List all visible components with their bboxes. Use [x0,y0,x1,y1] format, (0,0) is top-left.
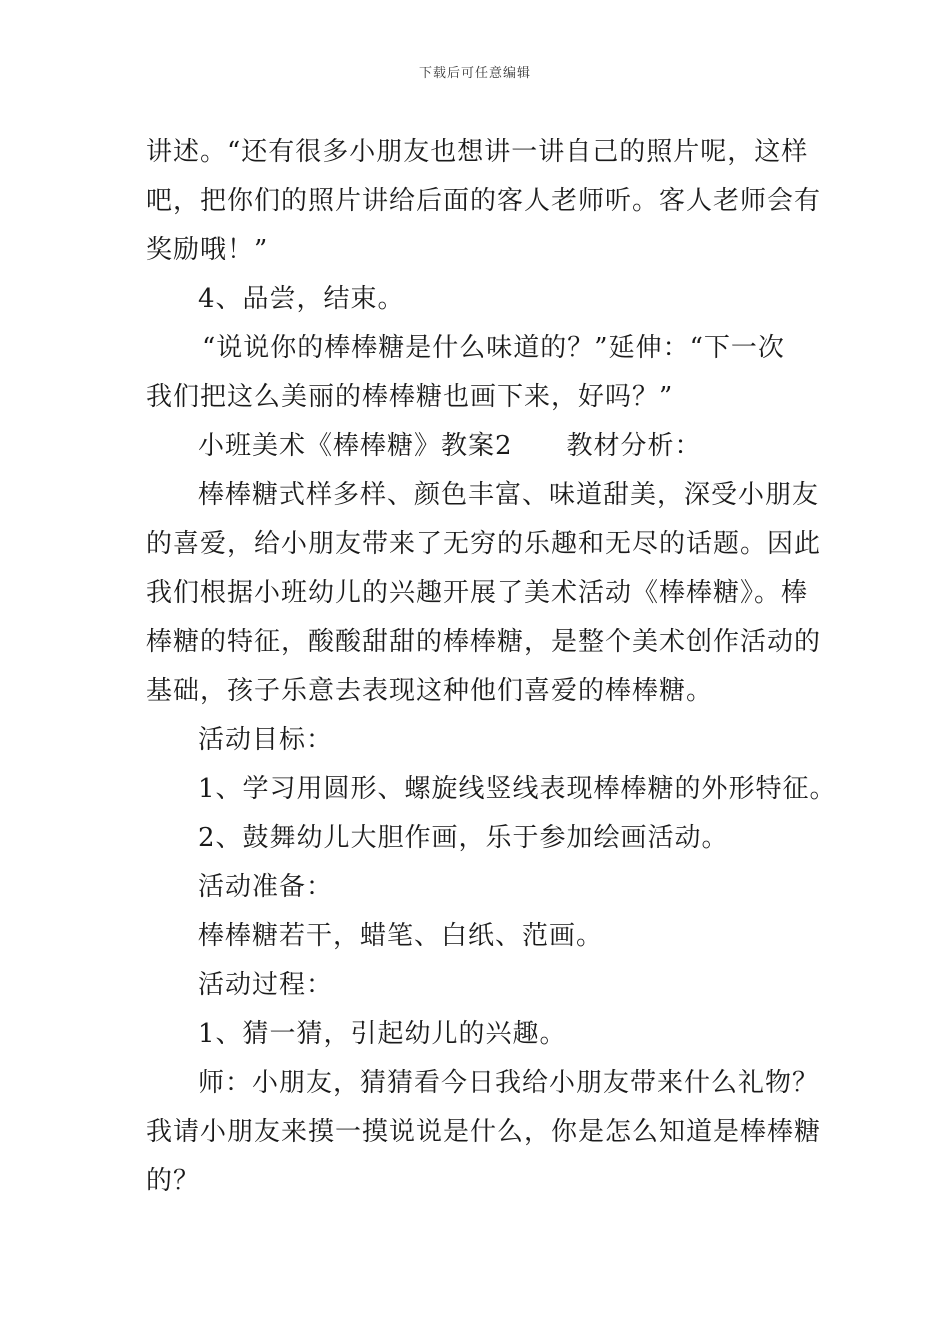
text-line: “说说你的棒棒糖是什么味道的？”延伸：“下一次 [202,333,785,363]
text-line: 师：小朋友，猜猜看今日我给小朋友带来什么礼物？ [198,1068,820,1098]
list-item: 1、学习用圆形、螺旋线竖线表现棒棒糖的外形特征。 [198,774,837,804]
page-header: 下载后可任意编辑 [418,66,531,81]
text-line: 奖励哦！” [146,235,269,265]
text-line: 我们根据小班幼儿的兴趣开展了美术活动《棒棒糖》。棒 [146,578,809,608]
text-line: 棒棒糖式样多样、颜色丰富、味道甜美，深受小朋友 [198,480,820,510]
list-item: 1、猜一猜，引起幼儿的兴趣。 [198,1019,567,1049]
section-heading: 活动准备： [198,872,334,902]
text-line: 基础，孩子乐意去表现这种他们喜爱的棒棒糖。 [146,676,714,706]
document-title: 小班美术《棒棒糖》教案2 教材分析： [198,431,702,461]
text-line: 吧，把你们的照片讲给后面的客人老师听。客人老师会有 [146,186,822,216]
section-heading: 活动过程： [198,970,334,1000]
text-line: 我们把这么美丽的棒棒糖也画下来，好吗？” [146,382,674,412]
document-body [146,128,837,1206]
text-line: 的？ [146,1166,201,1196]
text-line: 我请小朋友来摸一摸说说是什么，你是怎么知道是棒棒糖 [146,1117,822,1147]
section-heading: 活动目标： [198,725,334,755]
text-line: 棒棒糖若干，蜡笔、白纸、范画。 [198,921,604,951]
text-line: 棒糖的特征，酸酸甜甜的棒棒糖，是整个美术创作活动的 [146,627,822,657]
text-line: 的喜爱，给小朋友带来了无穷的乐趣和无尽的话题。因此 [146,529,822,559]
section-heading: 4、品尝，结束。 [198,284,405,314]
text-line: 讲述。“还有很多小朋友也想讲一讲自己的照片呢，这样 [146,137,809,167]
list-item: 2、鼓舞幼儿大胆作画，乐于参加绘画活动。 [198,823,729,853]
